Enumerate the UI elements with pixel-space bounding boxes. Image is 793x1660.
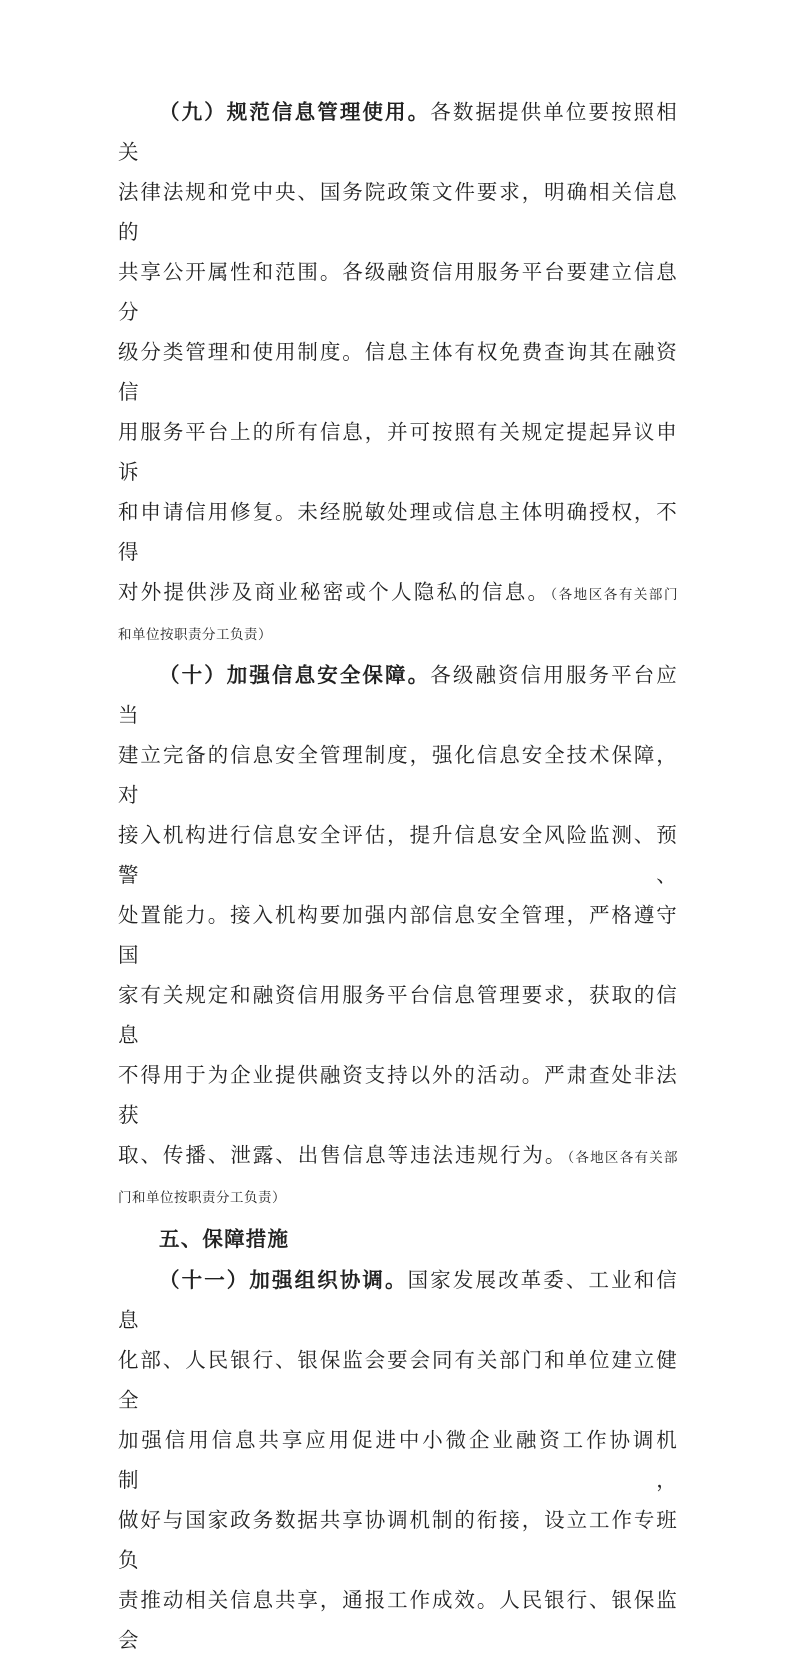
- text-line: 化部、人民银行、银保监会要会同有关部门和单位建立健全: [118, 1348, 678, 1412]
- paragraph-section-9: [118, 92, 678, 655]
- text-line: [118, 1135, 678, 1178]
- responsibility-note: （各地区各有关部: [567, 1150, 679, 1166]
- text-line: [118, 1260, 678, 1340]
- text-segment: 取、传播、泄露、出售信息等违法违规行为。: [118, 1143, 568, 1167]
- section-10-title: （十）加强信息安全保障。: [159, 663, 431, 687]
- text-line: 和申请信用修复。未经脱敏处理或信息主体明确授权，不得: [118, 500, 678, 564]
- text-line: 责推动相关信息共享，通报工作成效。人民银行、银保监会: [118, 1588, 678, 1652]
- section-11-title: （十一）加强组织协调。: [159, 1268, 408, 1292]
- responsibility-note: （各地区各有关部门: [550, 587, 678, 603]
- text-line: 不得用于为企业提供融资支持以外的活动。严肃查处非法获: [118, 1063, 678, 1127]
- responsibility-note: 门和单位按职责分工负责）: [118, 1190, 286, 1206]
- text-segment: 各级融资信用服务平台应当: [118, 663, 678, 727]
- text-segment: 对外提供涉及商业秘密或个人隐私的信息。: [118, 580, 551, 604]
- text-line: [118, 572, 678, 615]
- text-line: [118, 655, 678, 735]
- text-line: 做好与国家政务数据共享协调机制的衔接，设立工作专班负: [118, 1508, 678, 1572]
- text-segment: 国家发展改革委、工业和信息: [118, 1268, 679, 1332]
- text-line: 家有关规定和融资信用服务平台信息管理要求，获取的信息: [118, 983, 678, 1047]
- text-line: 处置能力。接入机构要加强内部信息安全管理，严格遵守国: [118, 903, 678, 967]
- text-line: 级分类管理和使用制度。信息主体有权免费查询其在融资信: [118, 340, 678, 404]
- text-line: 建立完备的信息安全管理制度，强化信息安全技术保障，对: [118, 743, 678, 807]
- paragraph-section-10: [118, 655, 678, 1218]
- document-page: [118, 92, 678, 1660]
- text-line: 法律法规和党中央、国务院政策文件要求，明确相关信息的: [118, 180, 678, 244]
- paragraph-section-11: [118, 1260, 678, 1660]
- text-line: 用服务平台上的所有信息，并可按照有关规定提起异议申诉: [118, 420, 678, 484]
- text-line: 加强信用信息共享应用促进中小微企业融资工作协调机制，: [118, 1428, 678, 1492]
- text-segment: 各数据提供单位要按照相关: [118, 100, 678, 164]
- text-line: 接入机构进行信息安全评估，提升信息安全风险监测、预警、: [118, 823, 678, 887]
- section-9-title: （九）规范信息管理使用。: [159, 100, 431, 124]
- responsibility-note: 和单位按职责分工负责）: [118, 627, 272, 643]
- section-heading: 五、保障措施: [159, 1227, 290, 1251]
- text-line: 共享公开属性和范围。各级融资信用服务平台要建立信息分: [118, 260, 678, 324]
- text-line: [118, 92, 678, 172]
